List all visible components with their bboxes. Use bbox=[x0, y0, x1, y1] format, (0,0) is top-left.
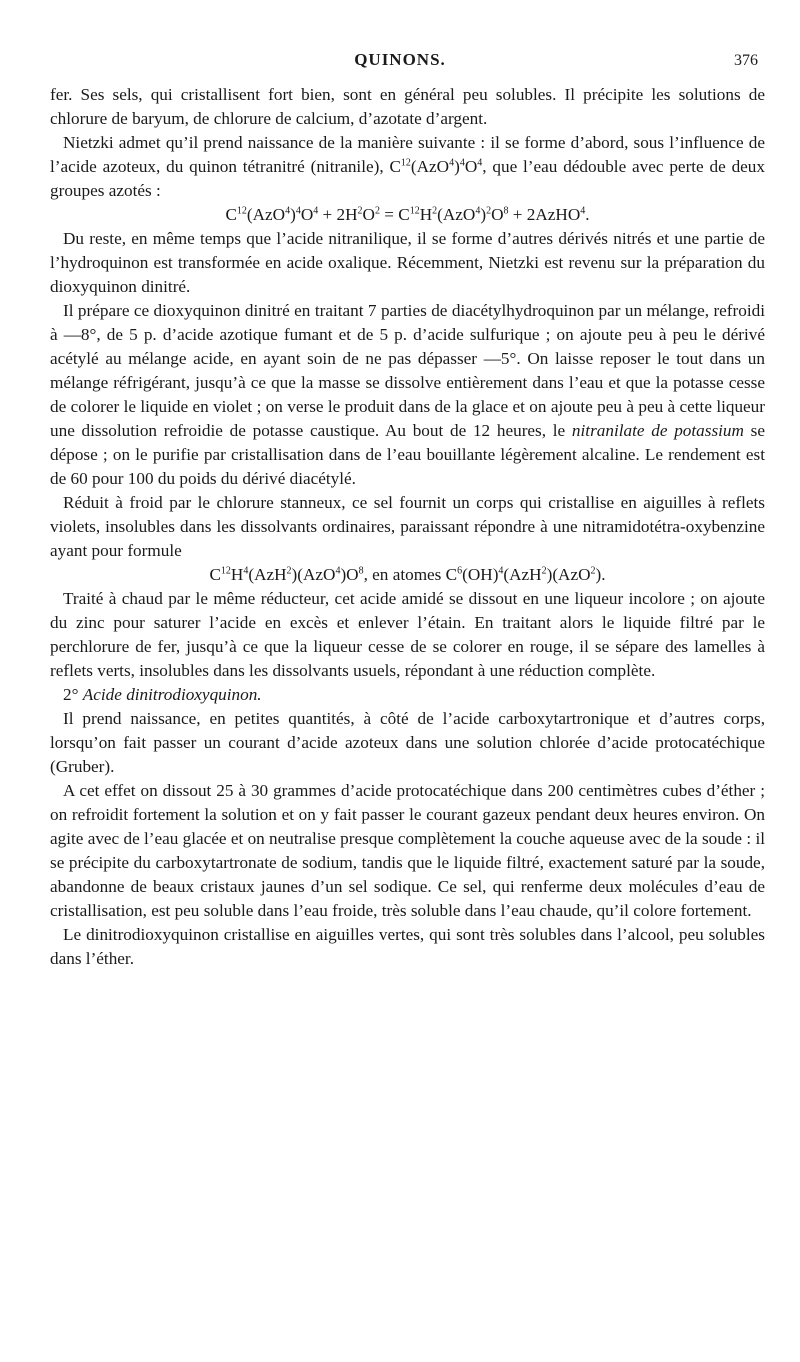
formula: $C^{12}H^4(AzH^2)(AzO^4)O^8$, en atomes $C^6(OH)^4(AzH^2)(AzO^2)$. bbox=[209, 565, 606, 584]
paragraph: 2° Acide dinitrodioxyquinon. bbox=[63, 685, 262, 704]
paragraph: Nietzki admet qu’il prend naissance de la manière suivante : il se forme d’abord, sous l’influence de l’acide azoteux, du quinon tétranitré (nitranile), $C^{12}(AzO^4)^4O^4$, que l’eau dédouble avec perte de deux groupes azotés : bbox=[50, 133, 765, 200]
paragraph: Réduit à froid par le chlorure stanneux, ce sel fournit un corps qui cristallise en aiguilles à reflets violets, insolubles dans les dissolvants ordinaires, paraissant répondre à une nitramidotétra-oxybenzine ayant pour formule bbox=[50, 493, 765, 560]
page-header bbox=[0, 50, 800, 80]
running-head: QUINONS. bbox=[354, 50, 446, 69]
formula: $C^{12}(AzO^4)^4O^4 + 2H^2O^2 = C^{12}H^2(AzO^4)^2O^8$ + 2AzHO$^4$. bbox=[225, 205, 590, 224]
paragraph: Du reste, en même temps que l’acide nitranilique, il se forme d’autres dérivés nitrés et une partie de l’hydroquinon est transformée en acide oxalique. Récemment, Nietzki est revenu sur la préparation du dioxyquinon dinitré. bbox=[50, 229, 765, 296]
paragraph: Le dinitrodioxyquinon cristallise en aiguilles vertes, qui sont très solubles dans l’alcool, peu solubles dans l’éther. bbox=[50, 925, 765, 968]
paragraph: fer. Ses sels, qui cristallisent fort bien, sont en général peu solubles. Il précipite les solutions de chlorure de baryum, de chlorure de calcium, d’azotate d’argent. bbox=[50, 85, 765, 128]
page-body bbox=[50, 83, 765, 971]
paragraph: Traité à chaud par le même réducteur, cet acide amidé se dissout en une liqueur incolore ; on ajoute du zinc pour saturer l’acide en excès et enlever l’étain. En traitant alors le liquide filtré par le perchlorure de fer, jusqu’à ce que la liqueur cesse de se colorer en rouge, il se sépare des lamelles à reflets verts, insolubles dans les dissolvants usuels, répondant à une réduction complète. bbox=[50, 589, 765, 680]
paragraph: A cet effet on dissout 25 à 30 grammes d’acide protocatéchique dans 200 centimètres cubes d’éther ; on refroidit fortement la solution et on y fait passer le courant gazeux pendant deux heures environ. On agite avec de l’eau glacée et on neutralise presque complètement la couche aqueuse avec de la soude : il se précipite du carboxytartronate de sodium, tandis que le liquide filtré, exactement saturé par la soude, abandonne de beaux cristaux jaunes d’un sel sodique. Ce sel, qui renferme deux molécules d’eau de cristallisation, est peu soluble dans l’eau froide, très soluble dans l’eau chaude, qu’il colore fortement. bbox=[50, 781, 765, 920]
page-number: 376 bbox=[734, 52, 758, 69]
paragraph: Il prépare ce dioxyquinon dinitré en traitant 7 parties de diacétylhydroquinon par un mélange, refroidi à —8°, de 5 p. d’acide azotique fumant et de 5 p. d’acide sulfurique ; on ajoute peu à peu le dérivé acétylé au mélange acide, en ayant soin de ne pas dépasser —5°. On laisse reposer le tout dans un mélange réfrigérant, jusqu’à ce que la masse se dissolve entièrement dans l’eau et que la potasse cesse de colorer le liquide en violet ; on verse le produit dans de la glace et on ajoute peu à peu à cette liqueur une dissolution refroidie de potasse caustique. Au bout de 12 heures, le nitranilate de potassium se dépose ; on le purifie par cristallisation dans de l’eau bouillante légèrement alcaline. Le rendement est de 60 pour 100 du poids du dérivé diacétylé. bbox=[50, 301, 765, 488]
paragraph: Il prend naissance, en petites quantités, à côté de l’acide carboxytartronique et d’autres corps, lorsqu’on fait passer un courant d’acide azoteux dans une solution chlorée d’acide protocatéchique (Gruber). bbox=[50, 709, 765, 776]
